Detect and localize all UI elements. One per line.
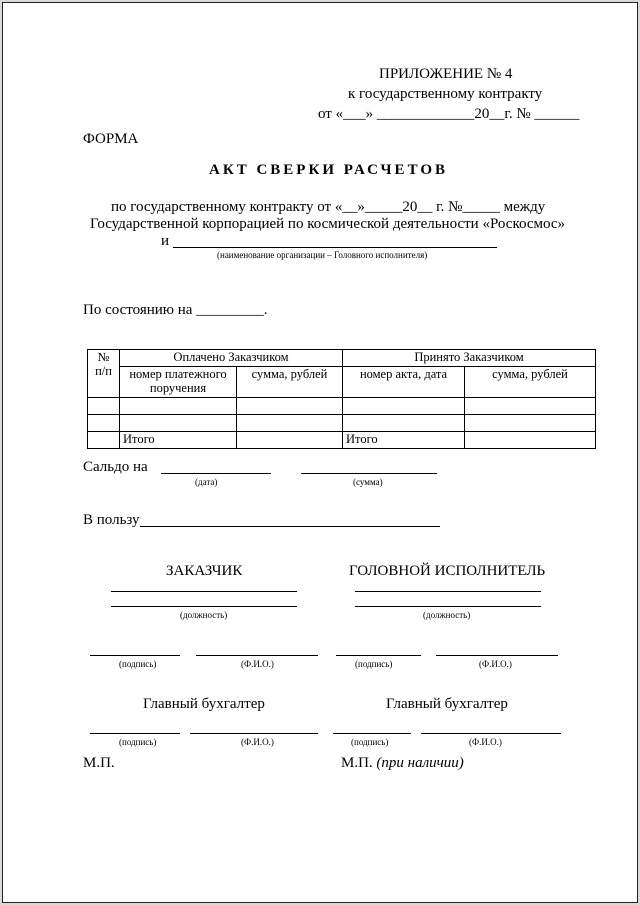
customer-name-line[interactable] bbox=[196, 655, 318, 656]
table-cell[interactable] bbox=[88, 415, 120, 432]
customer-accountant-name-line[interactable] bbox=[190, 733, 318, 734]
num-header-cell bbox=[88, 350, 120, 398]
intro-line-1: по государственному контракту от «__»_____20__ г. №_____ между bbox=[111, 199, 546, 215]
form-label: ФОРМА bbox=[83, 131, 139, 147]
customer-title: ЗАКАЗЧИК bbox=[166, 563, 243, 579]
contractor-stamp-label bbox=[341, 755, 464, 772]
customer-stamp-label: М.П. bbox=[83, 755, 115, 771]
in-favor-label: В пользу bbox=[83, 512, 140, 528]
num-header: № bbox=[97, 350, 110, 364]
table-cell[interactable] bbox=[88, 398, 120, 415]
appendix-number: ПРИЛОЖЕНИЕ № 4 bbox=[379, 66, 513, 82]
intro-and: и bbox=[161, 233, 170, 249]
accepted-total-label: Итого bbox=[343, 432, 465, 449]
saldo-date-line[interactable] bbox=[161, 473, 271, 474]
table-cell[interactable] bbox=[120, 398, 237, 415]
accepted-header: Принято Заказчиком bbox=[343, 350, 596, 367]
table-cell[interactable] bbox=[120, 415, 237, 432]
customer-position-line-1[interactable] bbox=[111, 591, 297, 592]
contractor-stamp-prefix: М.П. bbox=[341, 755, 373, 771]
contractor-position-caption: (должность) bbox=[423, 610, 471, 620]
paid-total-sum[interactable] bbox=[237, 432, 343, 449]
organization-caption: (наименование организации – Головного исполнителя) bbox=[217, 250, 428, 260]
paid-total-label: Итого bbox=[120, 432, 237, 449]
saldo-sum-caption: (сумма) bbox=[353, 477, 383, 487]
contractor-accountant-signature-caption: (подпись) bbox=[351, 737, 389, 747]
contractor-signature-line[interactable] bbox=[336, 655, 421, 656]
table-row bbox=[88, 415, 596, 432]
contractor-accountant-name-caption: (Ф.И.О.) bbox=[469, 737, 502, 747]
contractor-accountant-signature-line[interactable] bbox=[333, 733, 411, 734]
table-header-row bbox=[88, 350, 596, 367]
act-number-header: номер акта, дата bbox=[343, 367, 465, 398]
contractor-accountant-title: Главный бухгалтер bbox=[386, 696, 508, 712]
as-of-date: По состоянию на _________. bbox=[83, 302, 268, 318]
saldo-date-caption: (дата) bbox=[195, 477, 218, 487]
customer-signature-caption: (подпись) bbox=[119, 659, 157, 669]
table-cell[interactable] bbox=[237, 415, 343, 432]
contractor-stamp-note: (при наличии) bbox=[376, 755, 464, 771]
payment-order-header: номер платежного поручения bbox=[120, 367, 237, 398]
accepted-sum-header: сумма, рублей bbox=[465, 367, 596, 398]
table-cell[interactable] bbox=[343, 398, 465, 415]
contract-date-line: от «___» _____________20__г. № ______ bbox=[318, 106, 580, 122]
table-row bbox=[88, 398, 596, 415]
customer-accountant-title: Главный бухгалтер bbox=[143, 696, 265, 712]
organization-name-line[interactable] bbox=[173, 247, 497, 248]
saldo-label: Сальдо на bbox=[83, 459, 148, 475]
table-cell bbox=[88, 432, 120, 449]
customer-name-caption: (Ф.И.О.) bbox=[241, 659, 274, 669]
document-page bbox=[2, 2, 638, 903]
customer-accountant-name-caption: (Ф.И.О.) bbox=[241, 737, 274, 747]
paid-header: Оплачено Заказчиком bbox=[120, 350, 343, 367]
customer-accountant-signature-caption: (подпись) bbox=[119, 737, 157, 747]
table-cell[interactable] bbox=[237, 398, 343, 415]
customer-signature-line[interactable] bbox=[90, 655, 180, 656]
contractor-name-line[interactable] bbox=[436, 655, 558, 656]
contract-reference: к государственному контракту bbox=[348, 86, 543, 102]
contractor-title: ГОЛОВНОЙ ИСПОЛНИТЕЛЬ bbox=[349, 563, 546, 579]
contractor-position-line-1[interactable] bbox=[355, 591, 541, 592]
intro-line-2: Государственной корпорацией по космической деятельности «Роскосмос» bbox=[90, 216, 566, 232]
contractor-position-line-2[interactable] bbox=[355, 606, 541, 607]
customer-accountant-signature-line[interactable] bbox=[90, 733, 180, 734]
table-total-row bbox=[88, 432, 596, 449]
paid-sum-header: сумма, рублей bbox=[237, 367, 343, 398]
table-cell[interactable] bbox=[465, 415, 596, 432]
document-title: АКТ СВЕРКИ РАСЧЕТОВ bbox=[209, 162, 449, 178]
settlement-table bbox=[87, 349, 596, 449]
contractor-signature-caption: (подпись) bbox=[355, 659, 393, 669]
customer-position-caption: (должность) bbox=[180, 610, 228, 620]
table-cell[interactable] bbox=[343, 415, 465, 432]
customer-position-line-2[interactable] bbox=[111, 606, 297, 607]
saldo-sum-line[interactable] bbox=[301, 473, 437, 474]
table-cell[interactable] bbox=[465, 398, 596, 415]
contractor-name-caption: (Ф.И.О.) bbox=[479, 659, 512, 669]
contractor-accountant-name-line[interactable] bbox=[421, 733, 561, 734]
table-subheader-row bbox=[88, 367, 596, 398]
in-favor-line[interactable] bbox=[140, 526, 440, 527]
num-subheader: п/п bbox=[95, 364, 112, 378]
accepted-total-sum[interactable] bbox=[465, 432, 596, 449]
